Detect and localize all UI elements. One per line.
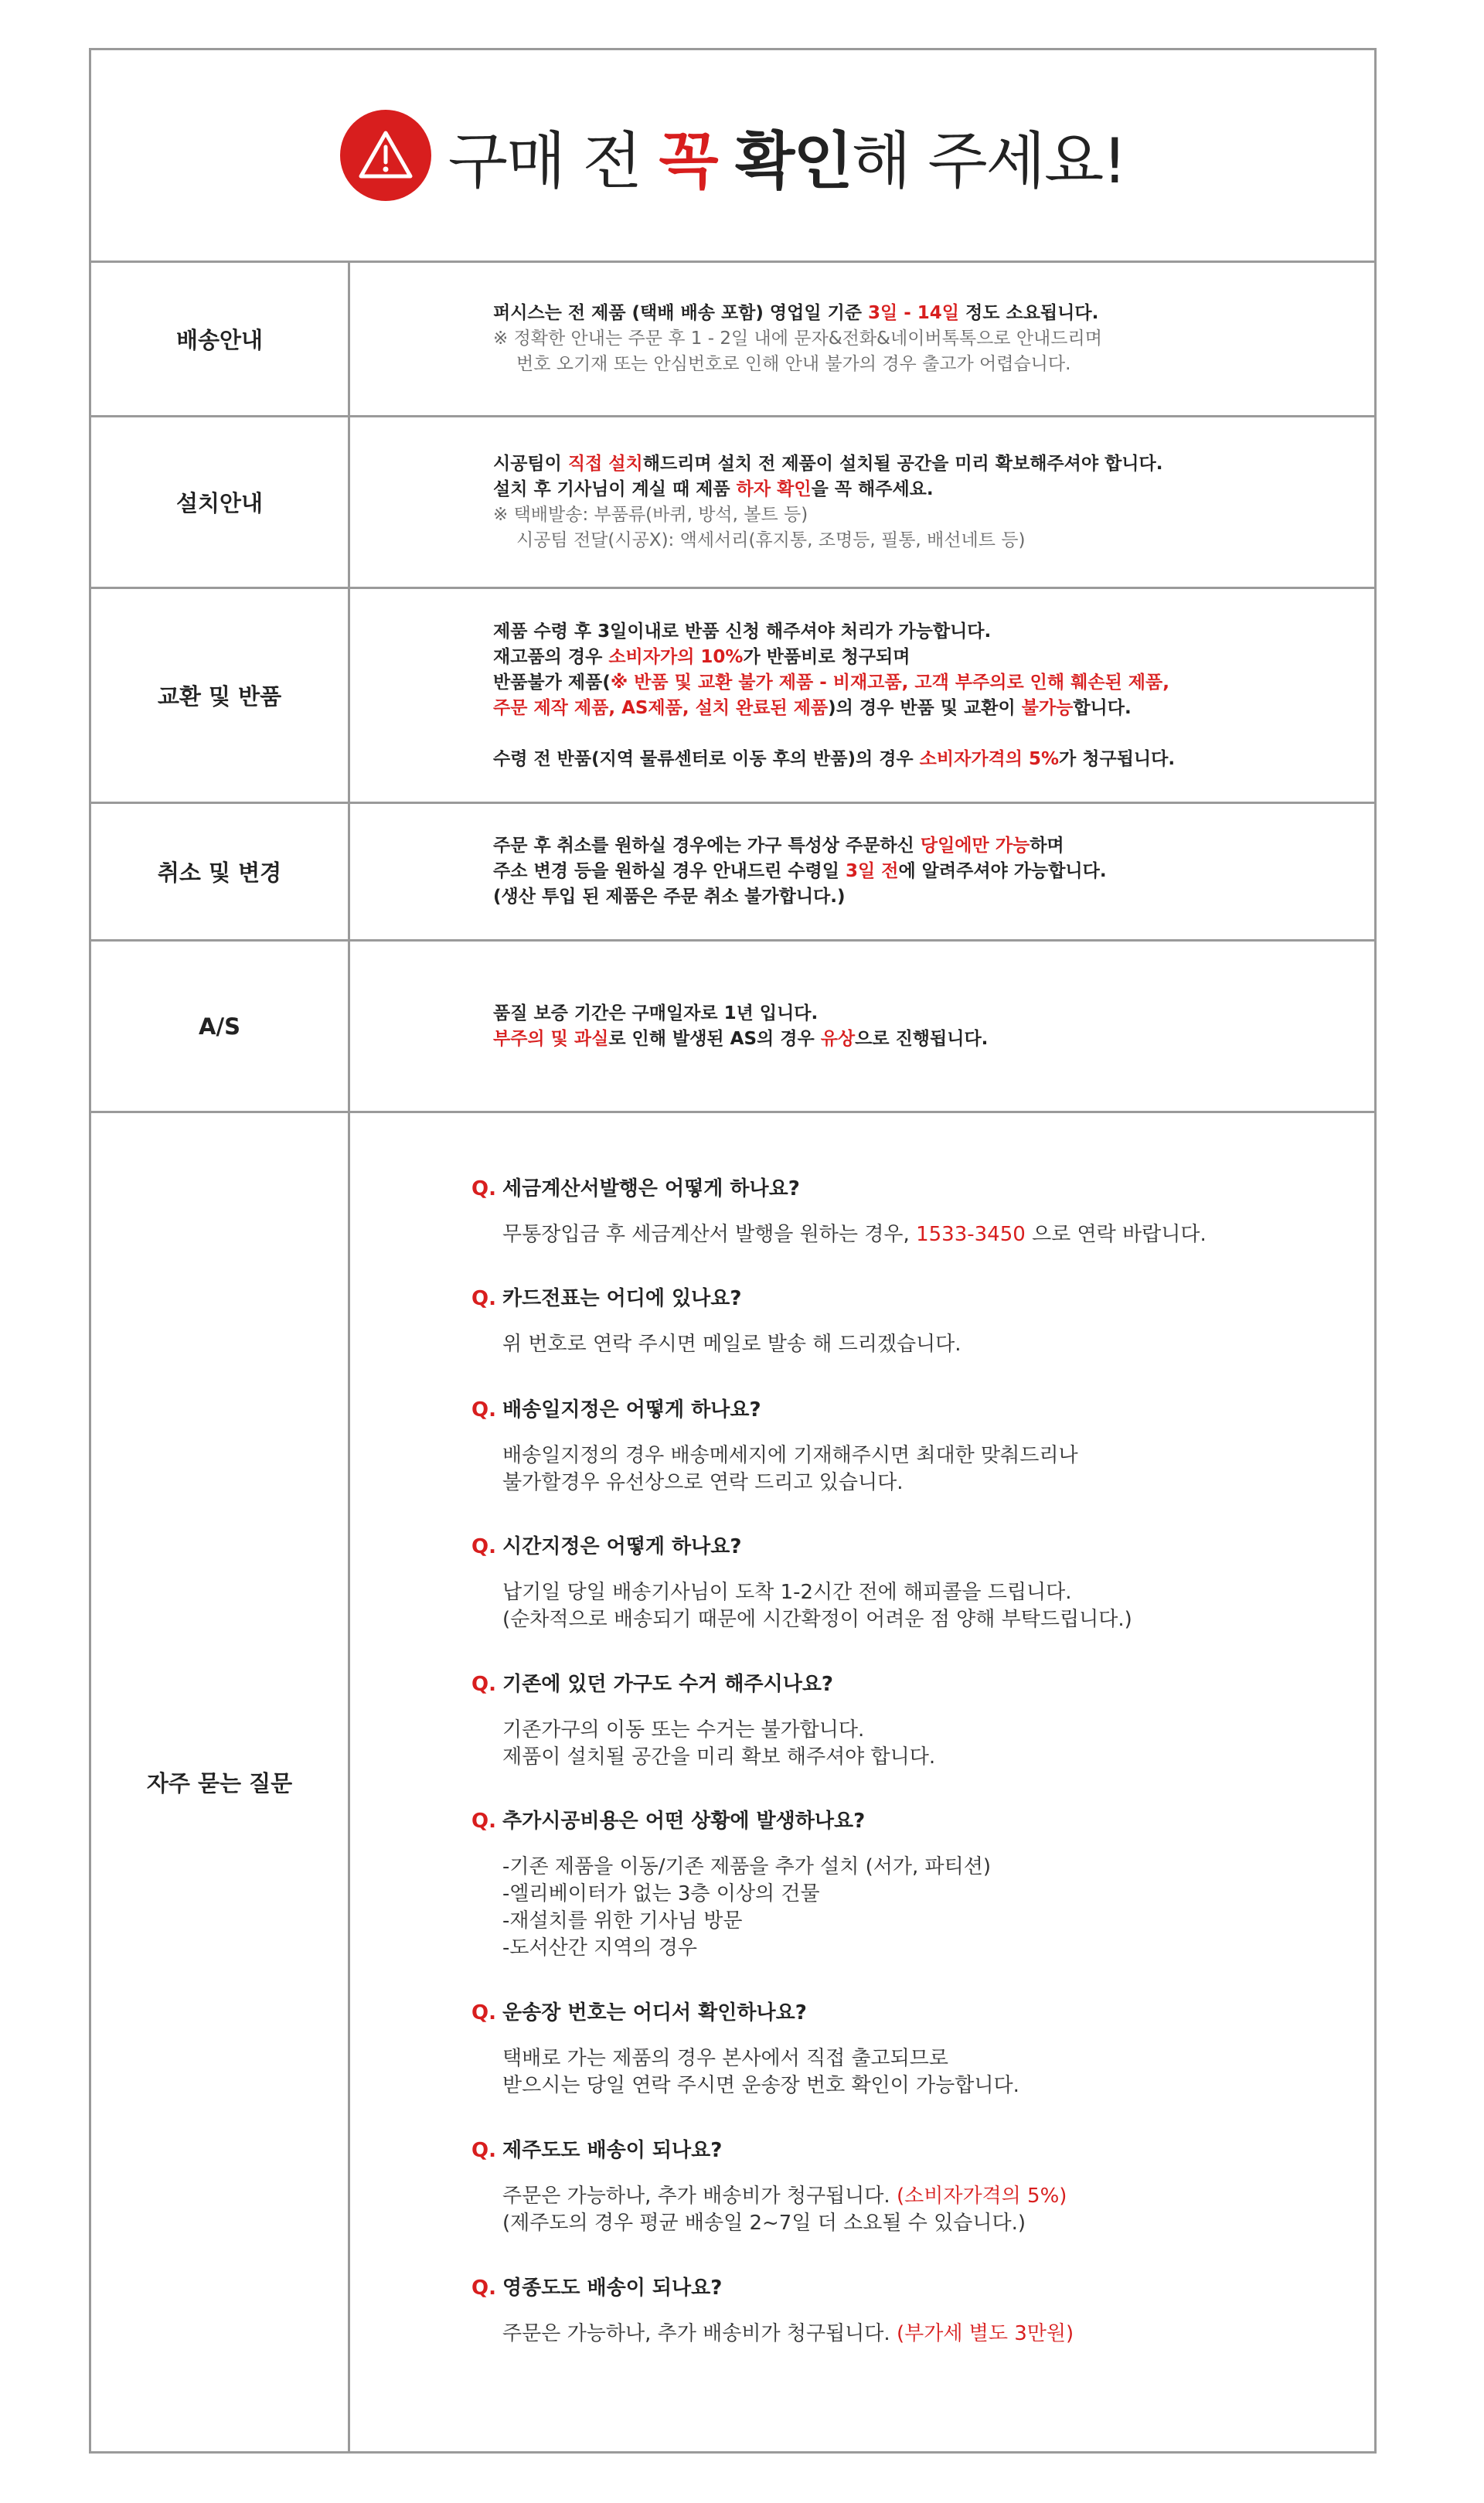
section-content: 제품 수령 후 3일이내로 반품 신청 해주셔야 처리가 가능합니다. 재고품의 경우 소비자가의 10%가 반품비로 청구되며 반품불가 제품(※ 반품 및 교환 불가 제품 - 비재고품, 고객 부주의로 인해 훼손된 제품, 주문 제작 제품, AS제품, 설치 완료된 제품)의 경우 반품 및 교환이 불가능합니다. 수령 전 반품(지역 물류센터로 이동 후의 반품)의 경우 소비자가격의 5%가 청구됩니다. xyxy=(493,621,1176,769)
exchange-section xyxy=(91,589,1374,804)
faq-answer: 주문은 가능하나, 추가 배송비가 청구됩니다. (부가세 별도 3만원) xyxy=(502,2322,1074,2345)
faq-item xyxy=(471,1999,1359,2099)
note-line: ※ 택배발송: 부품류(바퀴, 방석, 볼트 등) xyxy=(493,504,808,525)
install-section xyxy=(91,417,1374,589)
faq-question: Q. 추가시공비용은 어떤 상황에 발생하나요? xyxy=(471,1810,866,1833)
faq-question: Q. 운송장 번호는 어디서 확인하나요? xyxy=(471,2001,807,2025)
faq-item xyxy=(471,1175,1359,1248)
section-label: 설치안내 xyxy=(91,417,350,587)
faq-item xyxy=(471,1807,1359,1962)
faq-answer: 기존가구의 이동 또는 수거는 불가합니다. 제품이 설치될 공간을 미리 확보 해주셔야 합니다. xyxy=(502,1718,936,1769)
faq-answer: 위 번호로 연락 주시면 메일로 발송 해 드리겠습니다. xyxy=(502,1333,962,1356)
notice-header xyxy=(91,50,1374,263)
faq-question: Q. 세금계산서발행은 어떻게 하나요? xyxy=(471,1177,800,1200)
faq-answer: 주문은 가능하나, 추가 배송비가 청구됩니다. (소비자가격의 5%) (제주도의 경우 평균 배송일 2~7일 더 소요될 수 있습니다.) xyxy=(502,2185,1067,2235)
section-label: A/S xyxy=(91,942,350,1111)
faq-question: Q. 시간지정은 어떻게 하나요? xyxy=(471,1535,742,1558)
page-title: 구매 전 꼭 확인해 주세요! xyxy=(448,124,1126,197)
section-content: 주문 후 취소를 원하실 경우에는 가구 특성상 주문하신 당일에만 가능하며 주소 변경 등을 원하실 경우 안내드린 수령일 3일 전에 알려주셔야 가능합니다. (생산 투입 된 제품은 주문 취소 불가합니다.) xyxy=(493,836,1107,907)
faq-question: Q. 배송일지정은 어떻게 하나요? xyxy=(471,1398,761,1422)
section-content: 품질 보증 기간은 구매일자로 1년 입니다. 부주의 및 과실로 인해 발생된 AS의 경우 유상으로 진행됩니다. xyxy=(493,1003,989,1049)
as-section xyxy=(91,942,1374,1113)
faq-item xyxy=(471,1396,1359,1497)
section-label: 교환 및 반품 xyxy=(91,589,350,802)
faq-section xyxy=(91,1113,1374,2451)
faq-item xyxy=(471,2274,1359,2348)
notice-frame xyxy=(89,48,1377,2454)
section-label: 취소 및 변경 xyxy=(91,804,350,939)
faq-question: Q. 카드전표는 어디에 있나요? xyxy=(471,1287,742,1310)
section-label: 자주 묻는 질문 xyxy=(91,1113,350,2451)
note-line: 번호 오기재 또는 안심번호로 인해 안내 불가의 경우 출고가 어렵습니다. xyxy=(516,354,1071,374)
faq-answer: 배송일지정의 경우 배송메세지에 기재해주시면 최대한 맞춰드리나 불가할경우 유선상으로 연락 드리고 있습니다. xyxy=(502,1444,1078,1494)
section-content: 시공팀이 직접 설치해드리며 설치 전 제품이 설치될 공간을 미리 확보해주셔야 합니다. 설치 후 기사님이 계실 때 제품 하자 확인을 꼭 해주세요. ※ 택배발송: 부품류(바퀴, 방석, 볼트 등) 시공팀 전달(시공X): 액세서리(휴지통, 조명등, 필통, 배선네트 등) xyxy=(493,417,1359,587)
delivery-section xyxy=(91,263,1374,417)
faq-question: Q. 영종도도 배송이 되나요? xyxy=(471,2277,723,2300)
faq-item xyxy=(471,2137,1359,2237)
note-line: ※ 정확한 안내는 주문 후 1 - 2일 내에 문자&전화&네이버톡톡으로 안내드리며 xyxy=(493,329,1102,349)
warning-icon xyxy=(340,110,431,201)
faq-answer: -기존 제품을 이동/기존 제품을 추가 설치 (서가, 파티션) -엘리베이터가 없는 3층 이상의 건물 -재설치를 위한 기사님 방문 -도서산간 지역의 경우 xyxy=(502,1855,991,1960)
faq-item xyxy=(471,1285,1359,1358)
note-line: 시공팀 전달(시공X): 액세서리(휴지통, 조명등, 필통, 배선네트 등) xyxy=(516,530,1026,550)
faq-answer: 납기일 당일 배송기사님이 도착 1-2시간 전에 해피콜을 드립니다. (순차적으로 배송되기 때문에 시간확정이 어려운 점 양해 부탁드립니다.) xyxy=(502,1581,1132,1631)
section-label: 배송안내 xyxy=(91,263,350,415)
cancel-section xyxy=(91,804,1374,942)
faq-answer: 택배로 가는 제품의 경우 본사에서 직접 출고되므로 받으시는 당일 연락 주시면 운송장 번호 확인이 가능합니다. xyxy=(502,2047,1019,2097)
faq-question: Q. 기존에 있던 가구도 수거 해주시나요? xyxy=(471,1673,834,1696)
faq-question: Q. 제주도도 배송이 되나요? xyxy=(471,2139,723,2162)
faq-answer: 무통장입금 후 세금계산서 발행을 원하는 경우, 1533-3450 으로 연락 바랍니다. xyxy=(502,1223,1207,1246)
section-content: 퍼시스는 전 제품 (택배 배송 포함) 영업일 기준 3일 - 14일 정도 소요됩니다. ※ 정확한 안내는 주문 후 1 - 2일 내에 문자&전화&네이버톡톡으로 안내드리며 번호 오기재 또는 안심번호로 인해 안내 불가의 경우 출고가 어렵습니다. xyxy=(493,263,1359,415)
faq-item xyxy=(471,1533,1359,1633)
faq-item xyxy=(471,1670,1359,1771)
